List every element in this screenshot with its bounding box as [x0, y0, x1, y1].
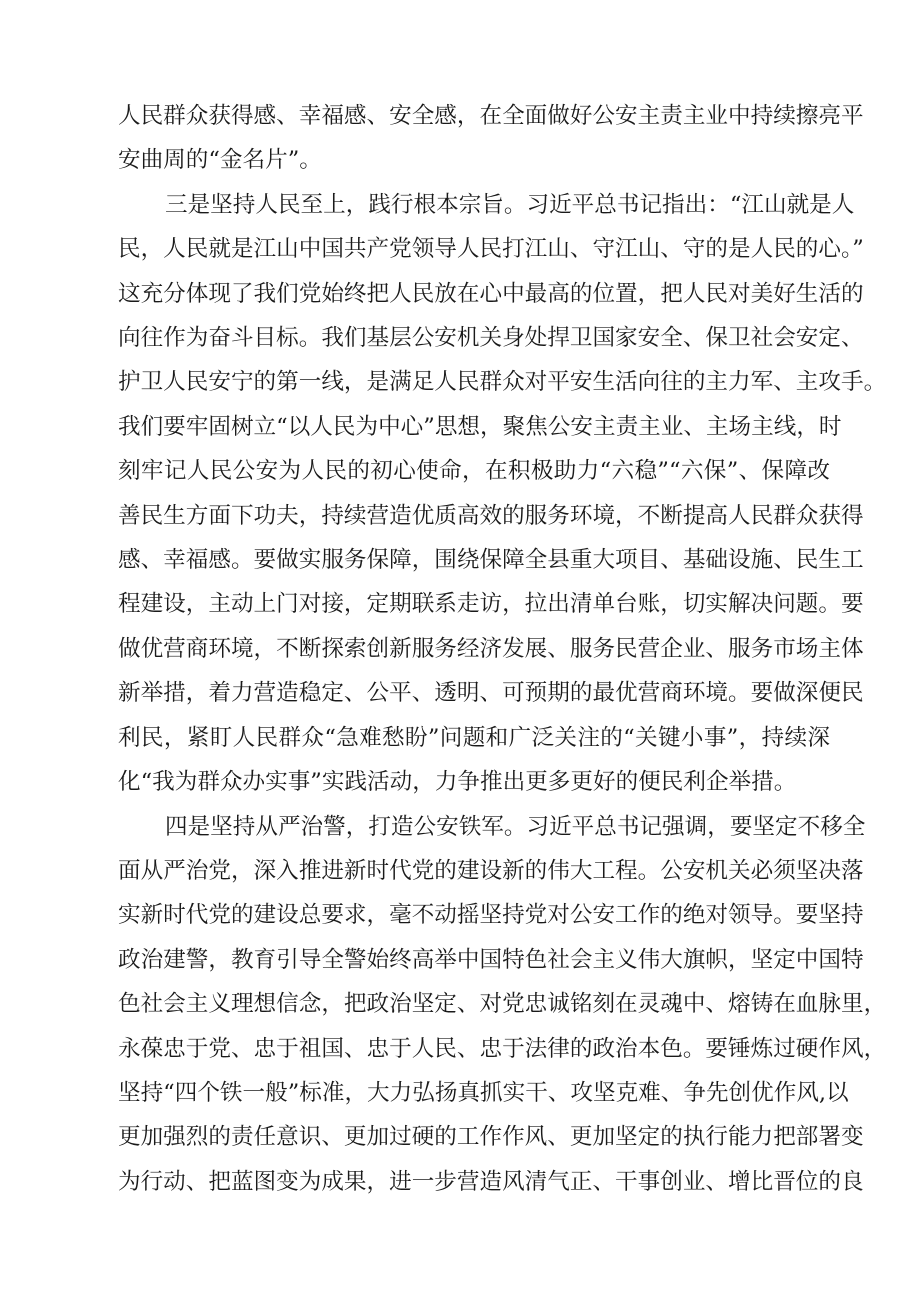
- paragraph: [118, 183, 887, 805]
- text-line: 为行动、把蓝图变为成果，进一步营造风清气正、干事创业、增比晋位的良: [118, 1168, 864, 1195]
- text-line: 这充分体现了我们党始终把人民放在心中最高的位置，把人民对美好生活的: [118, 280, 864, 307]
- paragraph: [118, 805, 887, 1205]
- text-line: 感、幸福感。要做实服务保障，围绕保障全县重大项目、基础设施、民生工: [118, 547, 864, 574]
- text-line: 护卫人民安宁的第一线，是满足人民群众对平安生活向往的主力军、主攻手。: [118, 369, 887, 396]
- text-line: 化“我为群众办实事”实践活动，力争推出更多更好的便民利企举措。: [118, 769, 797, 796]
- text-line: 做优营商环境，不断探索创新服务经济发展、服务民营企业、服务市场主体: [118, 635, 864, 662]
- text-line: 安曲周的“金名片”。: [118, 147, 322, 174]
- text-line: 三是坚持人民至上，践行根本宗旨。习近平总书记指出：“江山就是人: [165, 191, 855, 218]
- text-line: 民，人民就是江山中国共产党领导人民打江山、守江山、守的是人民的心。”: [118, 236, 864, 263]
- text-line: 更加强烈的责任意识、更加过硬的工作作风、更加坚定的执行能力把部署变: [118, 1124, 864, 1151]
- text-line: 面从严治党，深入推进新时代党的建设新的伟大工程。公安机关必须坚决落: [118, 857, 864, 884]
- text-line: 色社会主义理想信念，把政治坚定、对党忠诚铭刻在灵魂中、熔铸在血脉里，: [118, 991, 887, 1018]
- text-line: 四是坚持从严治警，打造公安铁军。习近平总书记强调，要坚定不移全: [165, 813, 866, 840]
- text-line: 新举措，着力营造稳定、公平、透明、可预期的最优营商环境。要做深便民: [118, 680, 864, 707]
- text-line: 政治建警，教育引导全警始终高举中国特色社会主义伟大旗帜，坚定中国特: [118, 946, 864, 973]
- paragraph: [118, 94, 864, 183]
- document-body: [118, 94, 887, 1204]
- text-line: 向往作为奋斗目标。我们基层公安机关身处捍卫国家安全、保卫社会安定、: [118, 325, 864, 352]
- text-line: 利民，紧盯人民群众“急难愁盼”问题和广泛关注的“关键小事”，持续深: [118, 724, 830, 751]
- text-line: 我们要牢固树立“以人民为中心”思想，聚焦公安主责主业、主场主线，时: [118, 413, 842, 440]
- text-line: 永葆忠于党、忠于祖国、忠于人民、忠于法律的政治本色。要锤炼过硬作风，: [118, 1035, 887, 1062]
- text-line: 程建设，主动上门对接，定期联系走访，拉出清单台账，切实解决问题。要: [118, 591, 864, 618]
- text-line: 人民群众获得感、幸福感、安全感，在全面做好公安主责主业中持续擦亮平: [118, 103, 864, 129]
- text-line: 善民生方面下功夫，持续营造优质高效的服务环境，不断提高人民群众获得: [118, 502, 864, 529]
- text-line: 刻牢记人民公安为人民的初心使命，在积极助力“六稳”“六保”、保障改: [118, 458, 830, 485]
- text-line: 坚持“四个铁一般”标准，大力弘扬真抓实干、攻坚克难、争先创优作风,以: [118, 1079, 849, 1106]
- text-line: 实新时代党的建设总要求，毫不动摇坚持党对公安工作的绝对领导。要坚持: [118, 902, 864, 929]
